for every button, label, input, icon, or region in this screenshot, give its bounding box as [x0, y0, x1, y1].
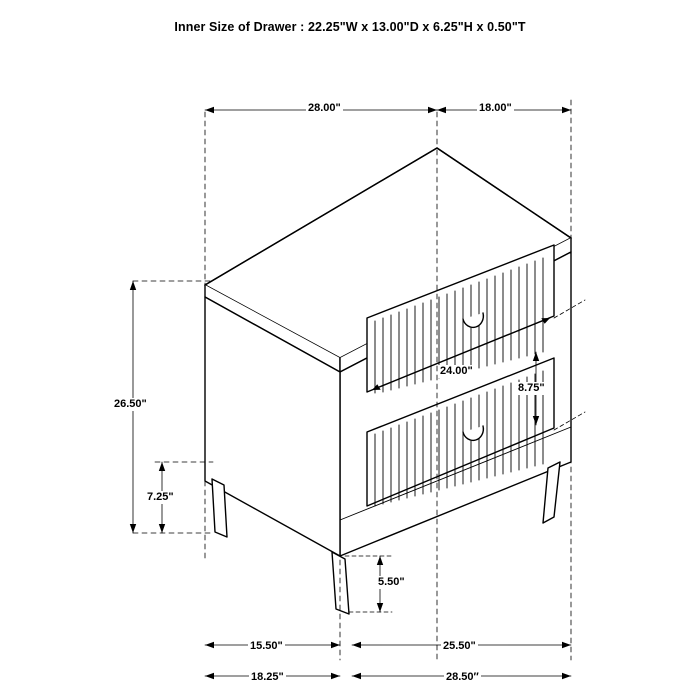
- dimension-label-overall-height: 26.50": [114, 398, 147, 410]
- dimension-label-top-width-front: 28.00": [308, 102, 341, 114]
- dimension-label-base-right-span: 28.50″: [446, 671, 479, 683]
- dimension-label-leg-clearance: 7.25": [147, 491, 174, 503]
- dimension-label-base-left-span: 18.25": [251, 671, 284, 683]
- dimension-label-drawer-width: 24.00": [440, 365, 473, 377]
- leg-front-left: [332, 552, 349, 614]
- dimension-label-drawer-height: 8.75": [518, 382, 545, 394]
- dimension-label-top-width-side: 18.00": [479, 102, 512, 114]
- dimension-label-front-left-span: 15.50": [250, 640, 283, 652]
- page-title: Inner Size of Drawer : 22.25"W x 13.00"D x 6.25"H x 0.50"T: [174, 20, 526, 34]
- dimension-label-leg-height: 5.50": [378, 576, 405, 588]
- leg-back-left: [212, 479, 227, 537]
- dimension-label-front-right-span: 25.50": [443, 640, 476, 652]
